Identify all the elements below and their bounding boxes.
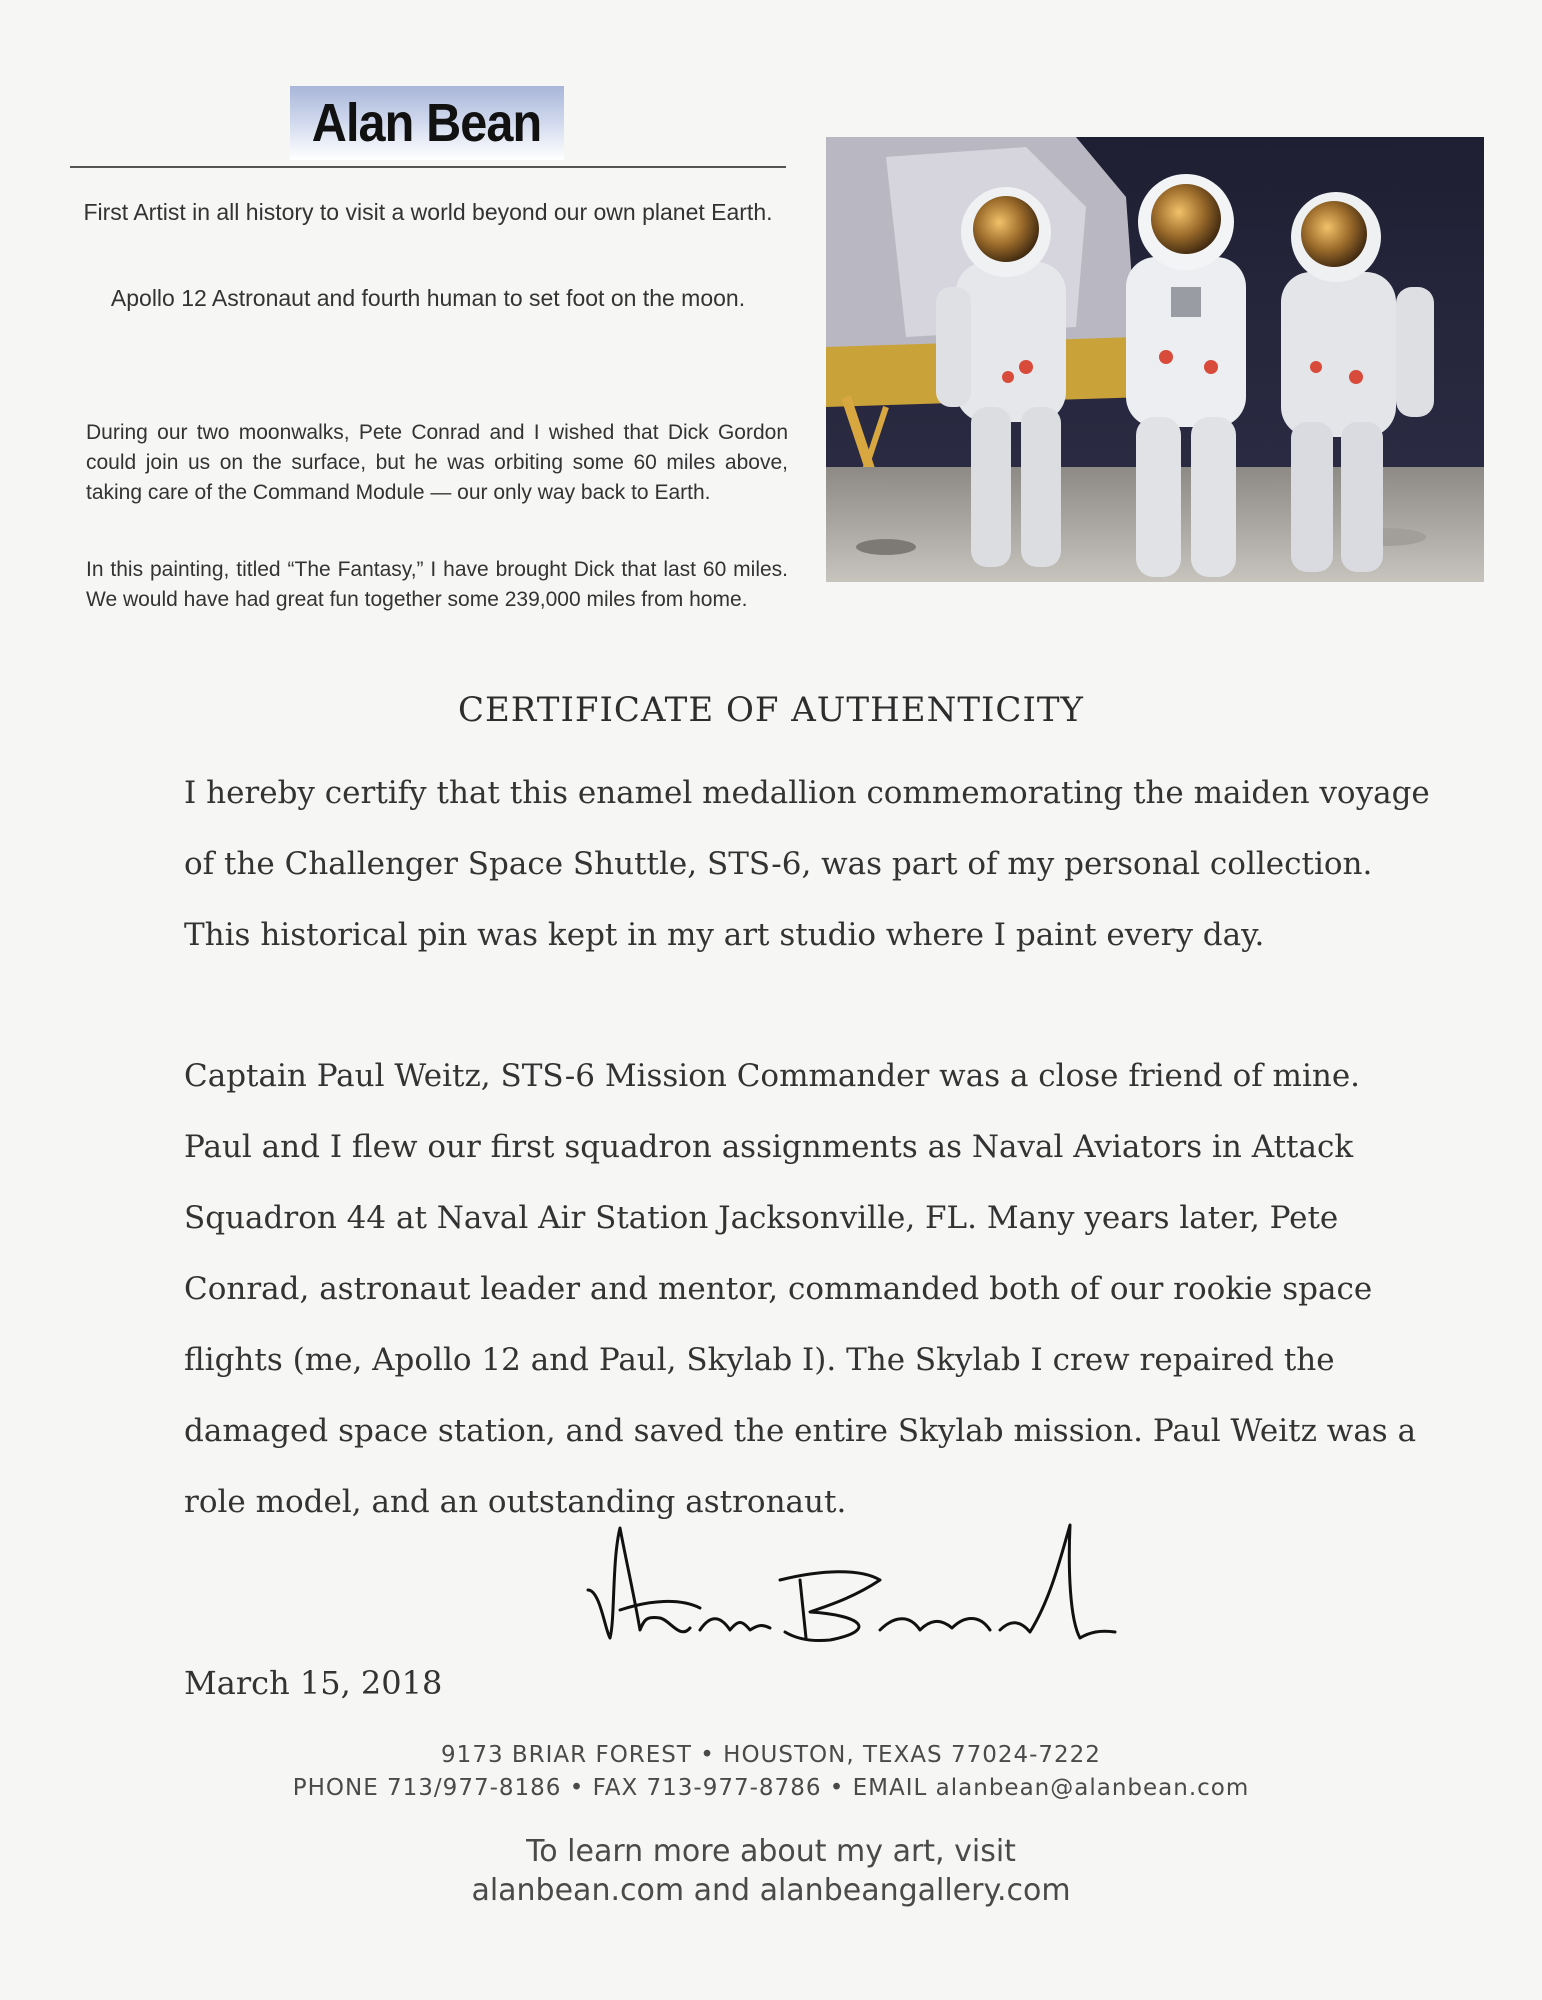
certificate-paragraph-2: Captain Paul Weitz, STS-6 Mission Commander was a close friend of mine. Paul and I flew our first squadron assignments as Naval Aviators in Attack Squadron 44 at Naval Air Station Jacksonville, FL. Many years later, Pete Conrad, astronaut leader and mentor, commanded both of our rookie space flights (me, Apollo 12 and Paul, Skylab I). The Skylab I crew repaired the damaged space station, and saved the entire Skylab mission. Paul Weitz was a role model, and an outstanding astronaut. xyxy=(184,1058,1417,1520)
footer-websites: alanbean.com and alanbeangallery.com xyxy=(471,1873,1071,1908)
intro-paragraph-moonwalks: During our two moonwalks, Pete Conrad and I wished that Dick Gordon could join us on the surface, but he was orbiting some 60 miles above, taking care of the Command Module — our only way back to Earth. xyxy=(86,421,788,504)
footer-contact: PHONE 713/977-8186 • FAX 713-977-8786 • EMAIL alanbean@alanbean.com xyxy=(292,1775,1250,1801)
footer-learn-more: To learn more about my art, visit xyxy=(526,1834,1016,1869)
footer-address: 9173 BRIAR FOREST • HOUSTON, TEXAS 77024-7222 xyxy=(441,1742,1101,1768)
intro-paragraph-painting: In this painting, titled “The Fantasy,” I have brought Dick that last 60 miles. We would have had great fun together some 239,000 miles from home. xyxy=(86,558,788,611)
alan-bean-logo xyxy=(290,86,564,160)
alan-bean-signature xyxy=(580,1520,1120,1650)
tagline-apollo-12: Apollo 12 Astronaut and fourth human to set foot on the moon. xyxy=(110,285,746,311)
logo-text: Alan Bean xyxy=(312,93,542,153)
certificate-date: March 15, 2018 xyxy=(184,1664,443,1702)
tagline-first-artist: First Artist in all history to visit a world beyond our own planet Earth. xyxy=(83,199,773,225)
fantasy-painting-image xyxy=(826,137,1484,582)
certificate-title: CERTIFICATE OF AUTHENTICITY xyxy=(457,690,1085,730)
certificate-paragraph-1: I hereby certify that this enamel medallion commemorating the maiden voyage of the Challenger Space Shuttle, STS-6, was part of my personal collection. This historical pin was kept in my art studio where I paint every day. xyxy=(184,775,1430,953)
header-divider xyxy=(70,166,786,168)
